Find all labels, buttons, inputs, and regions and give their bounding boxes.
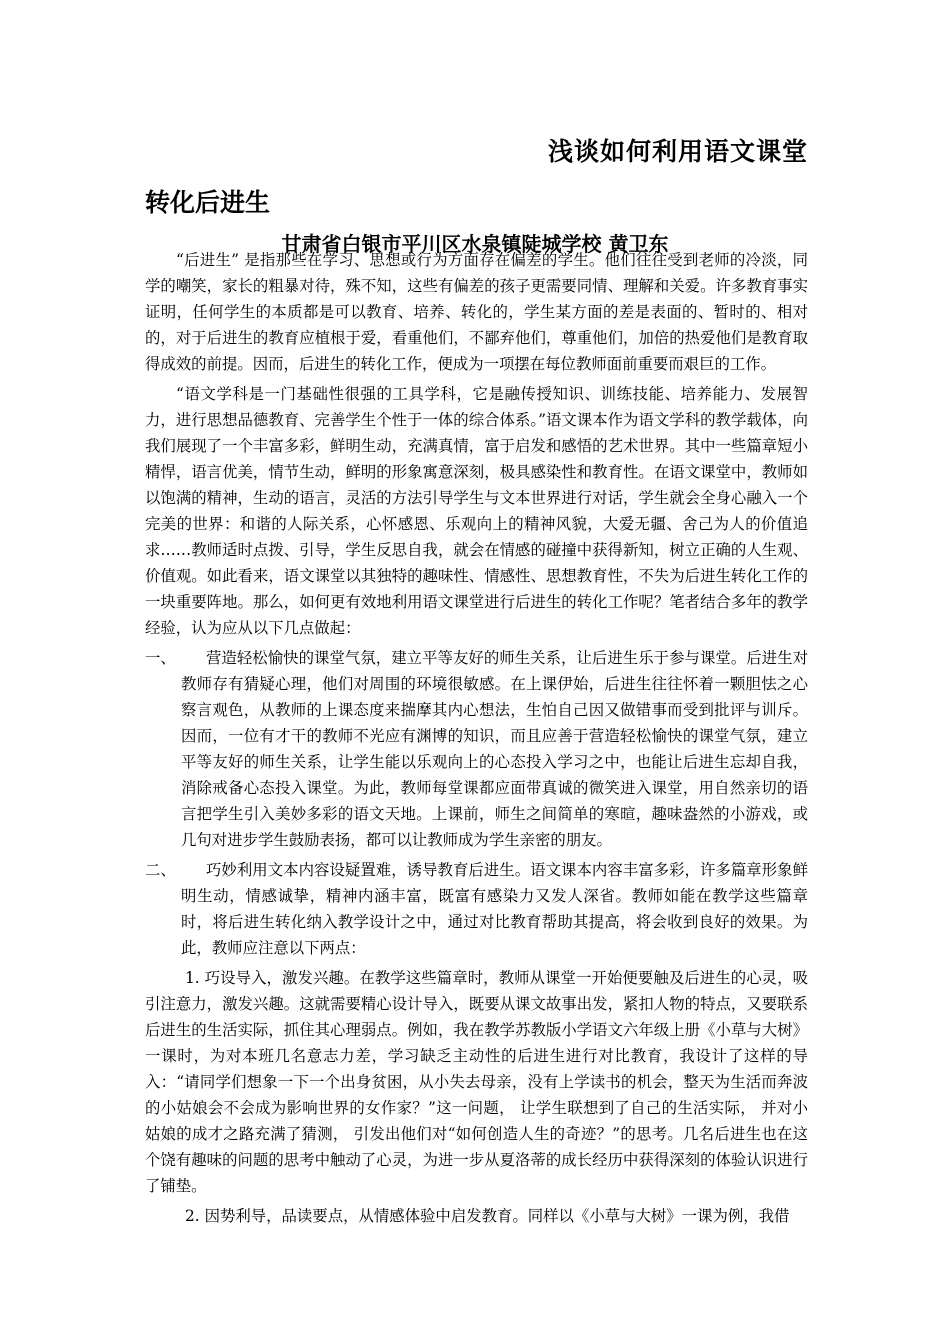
title-line-2: 转化后进生 <box>145 188 271 217</box>
list-item-2 <box>145 857 808 961</box>
list-number-2: 二、 <box>145 861 176 879</box>
list-text-2: 巧妙利用文本内容设疑置难，诱导教育后进生。语文课本内容丰富多彩，许多篇章形象鲜明生动，情感诚挚，精神内涵丰富，既富有感染力又发人深省。教师如能在教学这些篇章时，将后进生转化纳入教学设计之中，通过对比教育帮助其提高，将会收到良好的效果。为此，教师应注意以下两点： <box>181 861 808 957</box>
paragraph-chinese-subject: “语文学科是一门基础性很强的工具学科，它是融传授知识、训练技能、培养能力、发展智力，进行思想品德教育、完善学生个性于一体的综合体系。”语文课本作为语文学科的教学载体，向我们展现了一个丰富多彩，鲜明生动，充满真情，富于启发和感悟的艺术世界。其中一些篇章短小精悍，语言优美，情节生动，鲜明的形象寓意深刻，极具感染性和教育性。在语文课堂中，教师如以饱满的精神，生动的语言，灵活的方法引导学生与文本世界进行对话，学生就会全身心融入一个完美的世界：和谐的人际关系，心怀感恩、乐观向上的精神风貌，大爱无疆、舍己为人的价值追求……教师适时点拨、引导，学生反思自我，就会在情感的碰撞中获得新知，树立正确的人生观、价值观。如此看来，语文课堂以其独特的趣味性、情感性、思想教育性，不失为后进生转化工作的一块重要阵地。那么，如何更有效地利用语文课堂进行后进生的转化工作呢？笔者结合多年的教学经验，认为应从以下几点做起： <box>145 385 808 637</box>
article-body <box>145 247 808 1233</box>
author-line: 甘肃省白银市平川区水泉镇陡城学校 黄卫东 <box>281 232 669 256</box>
paragraph-point-1: 1. 巧设导入，激发兴趣。在教学这些篇章时，教师从课堂一开始便要触及后进生的心灵，吸引注意力，激发兴趣。这就需要精心设计导入，既要从课文故事出发，紧扣人物的特点，又要联系后进生的生活实际，抓住其心理弱点。例如，我在教学苏教版小学语文六年级上册《小草与大树》一课时，为对本班几名意志力差，学习缺乏主动性的后进生进行对比教育，我设计了这样的导入：“请同学们想象一下一个出身贫困，从小失去母亲，没有上学读书的机会，整天为生活而奔波的小姑娘会不会成为影响世界的女作家？”这一问题， 让学生联想到了自己的生活实际， 并对小姑娘的成才之路充满了猜测， 引发出他们对“如何创造人生的奇迹？”的思考。几名后进生也在这个饶有趣味的问题的思考中触动了心灵，为进一步从夏洛蒂的成长经历中获得深刻的体验认识进行了铺垫。 <box>145 969 808 1195</box>
list-text-1: 营造轻松愉快的课堂气氛，建立平等友好的师生关系，让后进生乐于参与课堂。后进生对教师存有猜疑心理，他们对周围的环境很敏感。在上课伊始，后进生往往怀着一颗胆怯之心察言观色，从教师的上课态度来揣摩其内心想法，生怕自己因又做错事而受到批评与训斥。因而，一位有才干的教师不光应有渊博的知识，而且应善于营造轻松愉快的课堂气氛，建立平等友好的师生关系，让学生能以乐观向上的心态投入学习之中，也能让后进生忘却自我，消除戒备心态投入课堂。为此，教师每堂课都应面带真诚的微笑进入课堂，用自然亲切的语言把学生引入美妙多彩的语文天地。上课前，师生之间简单的寒暄，趣味盎然的小游戏，或几句对进步学生鼓励表扬，都可以让教师成为学生亲密的朋友。 <box>181 649 808 849</box>
paragraph-point-2: 2. 因势利导，品读要点，从情感体验中启发教育。同样以《小草与大树》一课为例，我借 <box>185 1207 790 1225</box>
title-line-1: 浅谈如何利用语文课堂 <box>547 137 808 166</box>
list-number-1: 一、 <box>145 649 176 667</box>
paragraph-intro: “后进生” 是指那些在学习、思想或行为方面存在偏差的学生。他们往往受到老师的冷淡，同学的嘲笑，家长的粗暴对待，殊不知，这些有偏差的孩子更需要同情、理解和关爱。许多教育事实证明，任何学生的本质都是可以教育、培养、转化的，学生某方面的差是表面的、暂时的、相对的，对于后进生的教育应植根于爱，看重他们，不鄙弃他们，尊重他们，加倍的热爱他们是教育取得成效的前提。因而，后进生的转化工作，便成为一项摆在每位教师面前重要而艰巨的工作。 <box>145 251 808 373</box>
list-item-1 <box>145 645 808 853</box>
